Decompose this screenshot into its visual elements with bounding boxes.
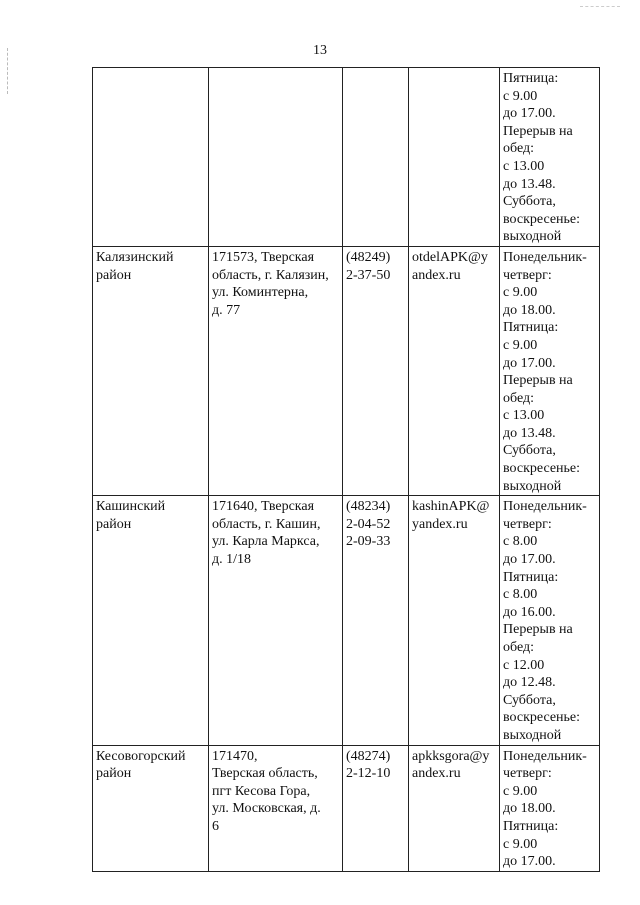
phone-cell [343, 68, 409, 247]
district-line: район [96, 766, 132, 782]
hours-cell [500, 68, 600, 247]
hours-line: четверг: [503, 267, 552, 283]
hours-line: выходной [503, 478, 562, 494]
hours-line: Понедельник- [503, 748, 587, 764]
phone-cell [343, 246, 409, 495]
address-cell [209, 246, 343, 495]
hours-line: Пятница: [503, 71, 559, 86]
table-row [93, 496, 600, 745]
hours-line: с 9.00 [503, 783, 538, 799]
district-cell [93, 246, 209, 495]
hours-line: четверг: [503, 766, 552, 782]
phone-line: (48274) [346, 748, 391, 764]
hours-cell [500, 246, 600, 495]
hours-line: до 18.00. [503, 801, 556, 817]
hours-line: Пятница: [503, 569, 559, 585]
hours-cell [500, 496, 600, 745]
email-cell [409, 68, 500, 247]
address-line: 6 [212, 818, 219, 834]
district-line: Кесовогорский [96, 748, 186, 764]
hours-line: с 8.00 [503, 587, 538, 603]
hours-line: до 16.00. [503, 604, 556, 620]
contacts-table-container [92, 67, 592, 872]
phone-line: 2-12-10 [346, 766, 391, 782]
hours-line: Пятница: [503, 818, 559, 834]
hours-line: обед: [503, 640, 534, 655]
address-line: 171470, [212, 748, 258, 764]
district-contacts-table [92, 67, 600, 872]
hours-line: до 13.48. [503, 176, 556, 192]
phone-line: (48234) [346, 499, 391, 515]
hours-line: Понедельник- [503, 499, 587, 515]
address-line: Тверская область, [212, 766, 318, 782]
hours-line: до 18.00. [503, 302, 556, 318]
hours-line: до 17.00. [503, 355, 556, 371]
phone-cell [343, 745, 409, 871]
district-cell [93, 745, 209, 871]
hours-line: Перерыв на [503, 373, 573, 389]
address-line: 171640, Тверская [212, 499, 315, 515]
email-cell [409, 246, 500, 495]
email-line: kashinAPK@ [412, 499, 490, 515]
email-line: andex.ru [412, 766, 461, 782]
phone-line: 2-37-50 [346, 267, 391, 283]
address-line: д. 1/18 [212, 552, 252, 568]
district-cell [93, 496, 209, 745]
scan-top-mark [580, 6, 620, 8]
hours-line: с 13.00 [503, 408, 545, 424]
address-line: область, г. Калязин, [212, 267, 329, 283]
district-line: Кашинский [96, 499, 166, 515]
address-line: 171573, Тверская [212, 249, 315, 265]
email-line: yandex.ru [412, 516, 468, 532]
hours-line: обед: [503, 390, 534, 406]
district-line: район [96, 267, 132, 283]
hours-line: с 12.00 [503, 657, 545, 673]
hours-line: с 13.00 [503, 158, 545, 174]
address-line: ул. Карла Маркса, [212, 534, 320, 550]
hours-line: обед: [503, 141, 534, 157]
address-line: область, г. Кашин, [212, 516, 321, 532]
hours-line: до 12.48. [503, 675, 556, 691]
hours-line: четверг: [503, 516, 552, 532]
address-line: д. 77 [212, 302, 241, 318]
phone-line: 2-04-52 [346, 516, 391, 532]
phone-cell [343, 496, 409, 745]
hours-line: Суббота, [503, 194, 556, 210]
table-row [93, 68, 600, 247]
hours-line: с 9.00 [503, 836, 538, 852]
table-body [93, 68, 600, 872]
hours-line: воскресенье: [503, 710, 581, 726]
address-line: пгт Кесова Гора, [212, 783, 311, 799]
hours-line: до 17.00. [503, 106, 556, 122]
hours-line: Суббота, [503, 443, 556, 459]
table-row [93, 745, 600, 871]
hours-line: с 9.00 [503, 337, 538, 353]
hours-line: до 13.48. [503, 425, 556, 441]
address-cell [209, 745, 343, 871]
email-line: andex.ru [412, 267, 461, 283]
hours-line: Суббота, [503, 692, 556, 708]
hours-cell [500, 745, 600, 871]
hours-line: Перерыв на [503, 622, 573, 638]
hours-line: с 9.00 [503, 88, 538, 104]
hours-line: Пятница: [503, 320, 559, 336]
district-cell [93, 68, 209, 247]
email-cell [409, 496, 500, 745]
email-cell [409, 745, 500, 871]
hours-line: до 17.00. [503, 552, 556, 568]
hours-line: воскресенье: [503, 461, 581, 477]
address-line: ул. Коминтерна, [212, 285, 309, 301]
table-row [93, 246, 600, 495]
email-line: apkksgora@y [412, 748, 490, 764]
hours-line: выходной [503, 229, 562, 245]
email-line: otdelAPK@y [412, 249, 488, 265]
hours-line: до 17.00. [503, 854, 556, 870]
address-line: ул. Московская, д. [212, 801, 321, 817]
phone-line: 2-09-33 [346, 534, 391, 550]
phone-line: (48249) [346, 249, 391, 265]
hours-line: выходной [503, 727, 562, 743]
hours-line: с 8.00 [503, 534, 538, 550]
page-number: 13 [313, 43, 327, 58]
hours-line: Перерыв на [503, 123, 573, 139]
hours-line: воскресенье: [503, 211, 581, 227]
address-cell [209, 68, 343, 247]
address-cell [209, 496, 343, 745]
district-line: район [96, 516, 132, 532]
district-line: Калязинский [96, 249, 174, 265]
hours-line: с 9.00 [503, 285, 538, 301]
hours-line: Понедельник- [503, 249, 587, 265]
